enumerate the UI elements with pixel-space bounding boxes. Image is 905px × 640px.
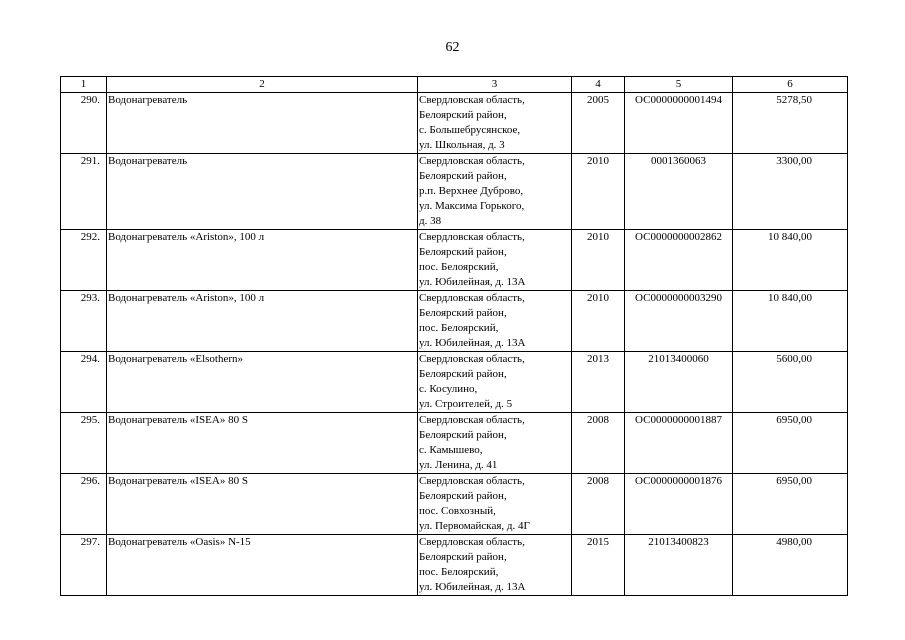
column-header: 1 xyxy=(61,77,107,93)
year-cell: 2010 xyxy=(572,291,625,352)
address-line: Свердловская область, xyxy=(419,292,525,304)
item-name-cell: Водонагреватель «ISEA» 80 S xyxy=(107,413,418,474)
address-line: ул. Первомайская, д. 4Г xyxy=(419,520,530,532)
page-number: 62 xyxy=(445,40,460,55)
address-line: Свердловская область, xyxy=(419,231,525,243)
item-name-cell: Водонагреватель «Oasis» N-15 xyxy=(107,535,418,596)
cost-cell: 4980,00 xyxy=(733,535,848,596)
row-number-cell: 290. xyxy=(61,93,107,154)
inventory-number-cell: ОС0000000003290 xyxy=(625,291,733,352)
year-cell: 2010 xyxy=(572,154,625,230)
address-line: Белоярский район, xyxy=(419,551,507,563)
address-line: ул. Юбилейная, д. 13А xyxy=(419,276,526,288)
item-name-cell: Водонагреватель xyxy=(107,93,418,154)
address-line: пос. Белоярский, xyxy=(419,322,499,334)
address-line: пос. Белоярский, xyxy=(419,566,499,578)
table-row xyxy=(61,154,848,230)
address-line: Белоярский район, xyxy=(419,490,507,502)
column-header: 6 xyxy=(733,77,848,93)
address-line: Белоярский район, xyxy=(419,368,507,380)
row-number-cell: 296. xyxy=(61,474,107,535)
address-cell xyxy=(418,230,572,291)
table-row xyxy=(61,474,848,535)
table-row xyxy=(61,413,848,474)
property-registry-table xyxy=(60,76,848,596)
address-cell xyxy=(418,291,572,352)
item-name-cell: Водонагреватель «Ariston», 100 л xyxy=(107,291,418,352)
address-line: ул. Юбилейная, д. 13А xyxy=(419,581,526,593)
year-cell: 2008 xyxy=(572,474,625,535)
inventory-number-cell: ОС0000000002862 xyxy=(625,230,733,291)
address-line: ул. Юбилейная, д. 13А xyxy=(419,337,526,349)
item-name-cell: Водонагреватель «Ariston», 100 л xyxy=(107,230,418,291)
column-header: 2 xyxy=(107,77,418,93)
address-line: Свердловская область, xyxy=(419,353,525,365)
address-cell xyxy=(418,474,572,535)
inventory-number-cell: ОС0000000001887 xyxy=(625,413,733,474)
address-line: ул. Ленина, д. 41 xyxy=(419,459,498,471)
column-header: 4 xyxy=(572,77,625,93)
row-number-cell: 297. xyxy=(61,535,107,596)
table-row xyxy=(61,230,848,291)
address-line: Свердловская область, xyxy=(419,94,525,106)
address-line: пос. Белоярский, xyxy=(419,261,499,273)
inventory-number-cell: ОС0000000001876 xyxy=(625,474,733,535)
address-line: с. Большебрусянское, xyxy=(419,124,521,136)
row-number-cell: 293. xyxy=(61,291,107,352)
table-row xyxy=(61,291,848,352)
item-name-cell: Водонагреватель «Elsothern» xyxy=(107,352,418,413)
address-cell xyxy=(418,413,572,474)
row-number-cell: 291. xyxy=(61,154,107,230)
cost-cell: 6950,00 xyxy=(733,474,848,535)
table-row xyxy=(61,352,848,413)
item-name-cell: Водонагреватель xyxy=(107,154,418,230)
year-cell: 2010 xyxy=(572,230,625,291)
address-line: с. Камышево, xyxy=(419,444,483,456)
address-line: д. 38 xyxy=(419,215,442,227)
address-line: ул. Максима Горького, xyxy=(419,200,525,212)
address-cell xyxy=(418,154,572,230)
row-number-cell: 295. xyxy=(61,413,107,474)
address-line: Белоярский район, xyxy=(419,246,507,258)
address-line: Свердловская область, xyxy=(419,155,525,167)
cost-cell: 10 840,00 xyxy=(733,230,848,291)
column-header: 3 xyxy=(418,77,572,93)
inventory-number-cell: 21013400060 xyxy=(625,352,733,413)
address-line: Свердловская область, xyxy=(419,414,525,426)
address-line: с. Косулино, xyxy=(419,383,478,395)
cost-cell: 10 840,00 xyxy=(733,291,848,352)
cost-cell: 5278,50 xyxy=(733,93,848,154)
inventory-number-cell: 0001360063 xyxy=(625,154,733,230)
table-row xyxy=(61,535,848,596)
year-cell: 2008 xyxy=(572,413,625,474)
column-header: 5 xyxy=(625,77,733,93)
address-line: Белоярский район, xyxy=(419,429,507,441)
address-line: Белоярский район, xyxy=(419,170,507,182)
address-cell xyxy=(418,535,572,596)
inventory-number-cell: ОС0000000001494 xyxy=(625,93,733,154)
address-line: Свердловская область, xyxy=(419,536,525,548)
address-line: Белоярский район, xyxy=(419,307,507,319)
item-name-cell: Водонагреватель «ISEA» 80 S xyxy=(107,474,418,535)
address-line: р.п. Верхнее Дуброво, xyxy=(419,185,524,197)
address-line: ул. Школьная, д. 3 xyxy=(419,139,505,151)
row-number-cell: 292. xyxy=(61,230,107,291)
cost-cell: 5600,00 xyxy=(733,352,848,413)
year-cell: 2015 xyxy=(572,535,625,596)
row-number-cell: 294. xyxy=(61,352,107,413)
year-cell: 2005 xyxy=(572,93,625,154)
table-row xyxy=(61,93,848,154)
address-line: Белоярский район, xyxy=(419,109,507,121)
address-line: Свердловская область, xyxy=(419,475,525,487)
address-cell xyxy=(418,93,572,154)
address-line: ул. Строителей, д. 5 xyxy=(419,398,513,410)
address-cell xyxy=(418,352,572,413)
cost-cell: 3300,00 xyxy=(733,154,848,230)
inventory-number-cell: 21013400823 xyxy=(625,535,733,596)
year-cell: 2013 xyxy=(572,352,625,413)
cost-cell: 6950,00 xyxy=(733,413,848,474)
column-number-row xyxy=(61,77,848,93)
address-line: пос. Совхозный, xyxy=(419,505,496,517)
